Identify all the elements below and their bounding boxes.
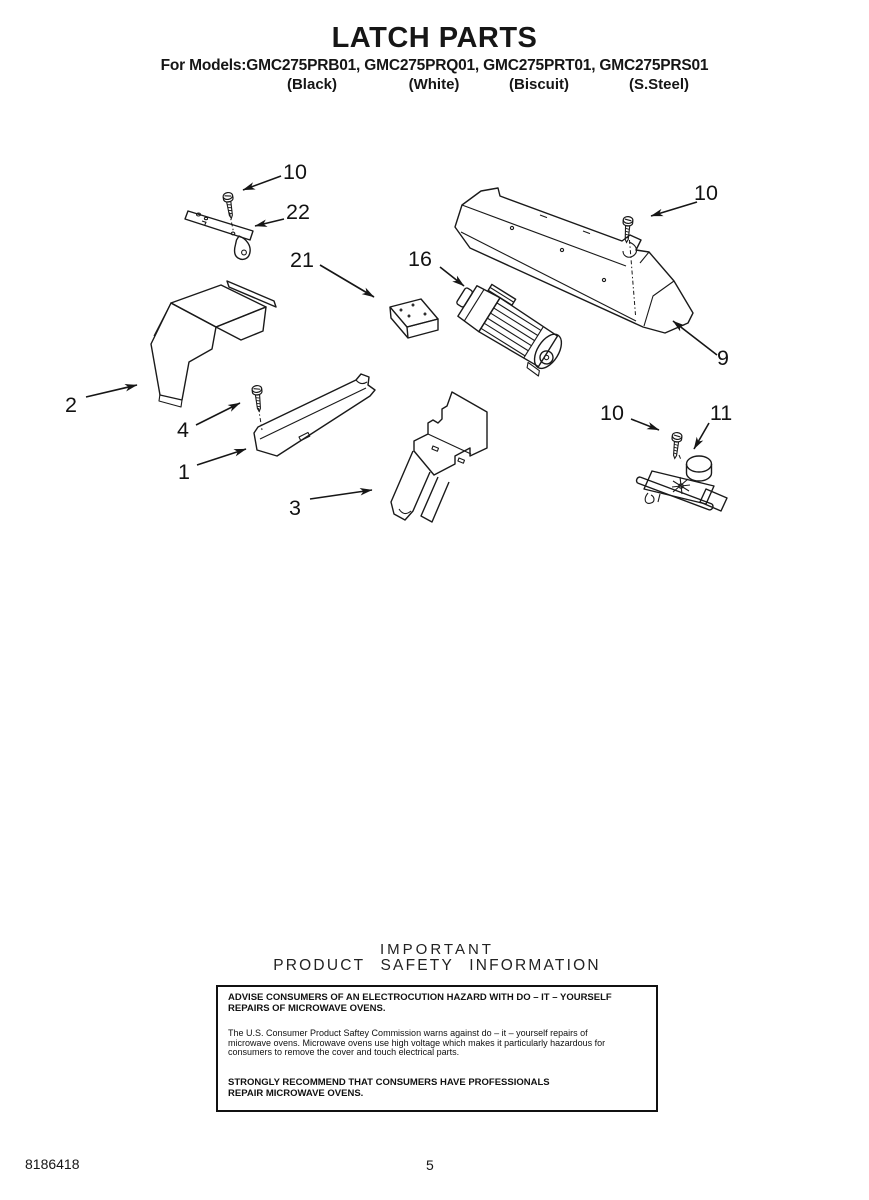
callout-1: 1 (178, 460, 190, 484)
leader-10a (243, 176, 281, 190)
page-title: LATCH PARTS (331, 22, 538, 54)
model-color-white: (White) (408, 76, 460, 93)
part-21-spacer-block (390, 299, 438, 338)
part-3-support-bracket (391, 392, 487, 522)
part-4-screw (252, 385, 264, 430)
part-22-latch-bracket (185, 211, 253, 259)
callout-3: 3 (289, 496, 301, 520)
leader-10b (651, 202, 697, 216)
callout-4: 4 (177, 418, 189, 442)
document-number: 8186418 (25, 1156, 80, 1172)
leader-4 (196, 403, 240, 425)
part-11-latch-assembly (637, 456, 727, 511)
leader-11 (694, 423, 709, 449)
leader-22 (255, 219, 284, 226)
callout-10-top-right: 10 (694, 181, 718, 205)
part-1-latch-rail (254, 374, 375, 456)
callout-9: 9 (717, 346, 729, 370)
model-color-ssteel: (S.Steel) (628, 76, 690, 93)
model-color-biscuit: (Biscuit) (509, 76, 569, 93)
leader-9 (673, 321, 717, 355)
part-2-latch-cover (151, 281, 276, 407)
leader-16 (440, 267, 464, 286)
callout-21: 21 (290, 248, 314, 272)
callout-16: 16 (408, 247, 432, 271)
safety-heading-product-info: PRODUCT SAFETY INFORMATION (273, 957, 601, 974)
safety-box (216, 985, 658, 1112)
callout-22: 22 (286, 200, 310, 224)
leader-3 (310, 490, 372, 499)
leader-2 (86, 385, 137, 397)
leader-10c (631, 419, 659, 430)
model-color-black: (Black) (286, 76, 338, 93)
part-10-screw-c (670, 432, 682, 461)
leader-1 (197, 449, 246, 465)
models-line: For Models:GMC275PRB01, GMC275PRQ01, GMC275PRT01, GMC275PRS01 (160, 57, 709, 74)
safety-paragraph-recommend: STRONGLY RECOMMEND THAT CONSUMERS HAVE PROFESSIONALS REPAIR MICROWAVE OVENS. (228, 1076, 550, 1099)
safety-paragraph-advise: ADVISE CONSUMERS OF AN ELECTROCUTION HAZARD WITH DO – IT – YOURSELF REPAIRS OF MICROWAVE OVENS. (228, 992, 612, 1014)
part-16-motor (446, 274, 571, 379)
callout-10-top-left: 10 (283, 160, 307, 184)
callout-2: 2 (65, 393, 77, 417)
leader-21 (320, 265, 374, 297)
page-number: 5 (426, 1157, 434, 1173)
callout-11: 11 (709, 401, 733, 425)
part-9-latch-channel (455, 188, 693, 333)
safety-paragraph-cpsc: The U.S. Consumer Product Saftey Commission warns against do – it – yourself repairs of microwave ovens. Microwave ovens use high voltage which makes it particularly hazardous for consumers to remove the cover and touch electrical parts. (228, 1028, 606, 1058)
safety-heading-important: IMPORTANT (380, 941, 494, 958)
callout-10-bottom: 10 (600, 401, 624, 425)
part-10-screw-a (223, 192, 237, 232)
